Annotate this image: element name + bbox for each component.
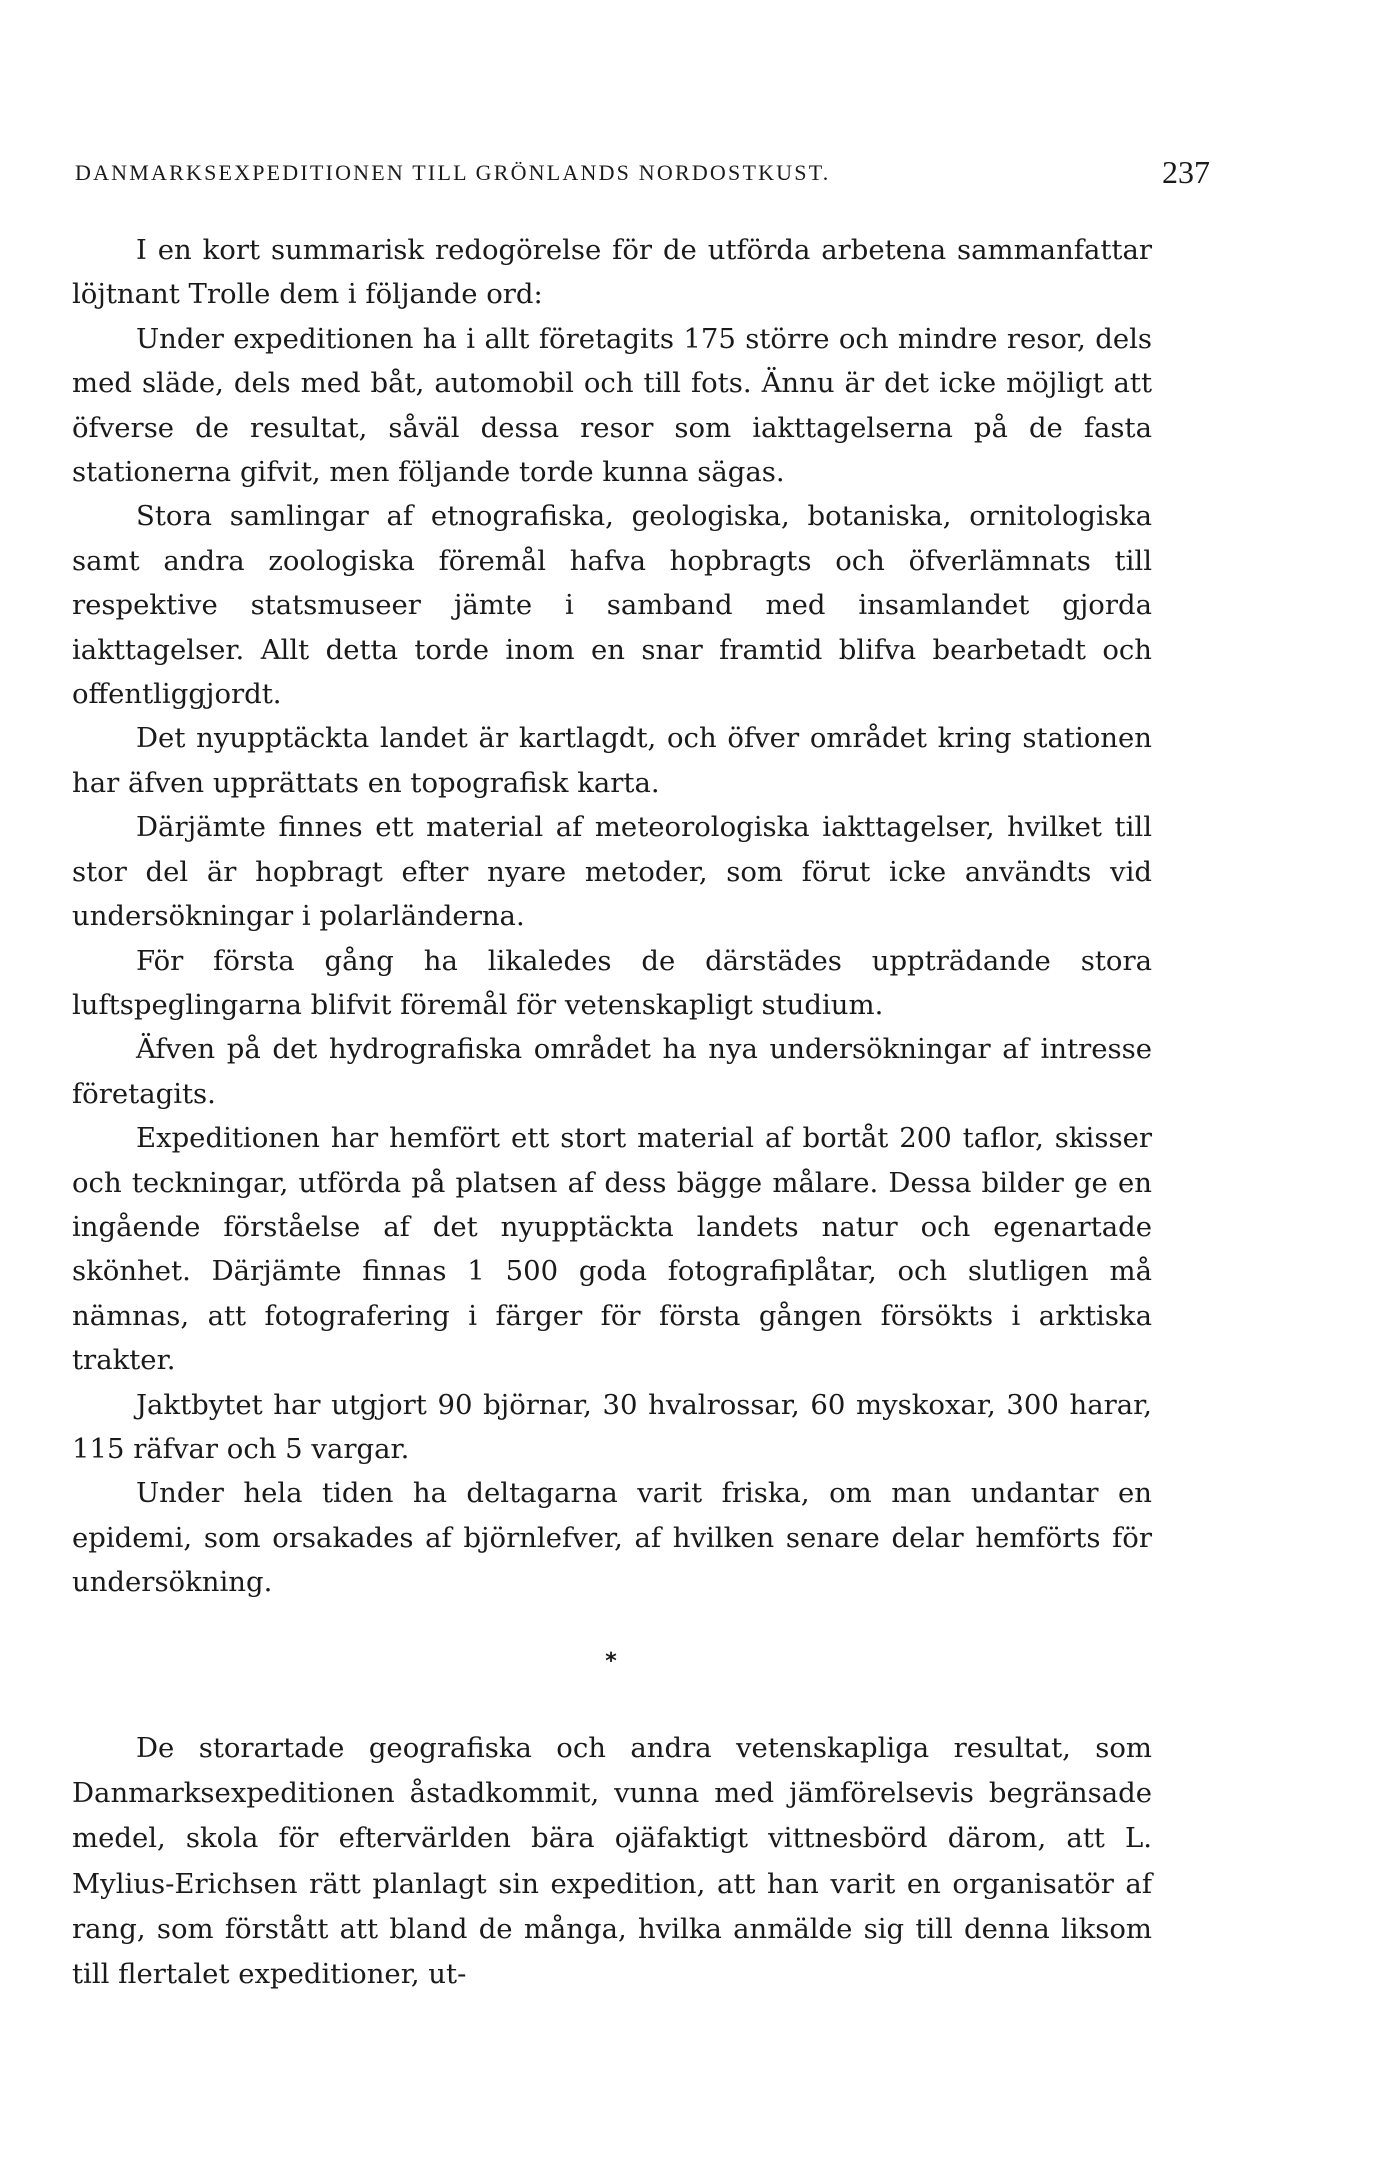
paragraph: Det nyupptäckta landet är kartlagdt, och öfver området kring stationen har äfven upprättats en topografisk karta. [72,722,1152,799]
body-text [72,228,1152,1605]
paragraph: Expeditionen har hemfört ett stort material af bortåt 200 taflor, skisser och teckningar, utförda på platsen af dess bägge målare. Dessa bilder ge en ingående förståelse af det nyupptäckta landets natur och egenartade skönhet. Därjämte finnas 1 500 goda fotografiplåtar, och slutligen må nämnas, att fotografering i färger för första gången försökts i arktiska trakter. [72,1122,1152,1377]
paragraph: Under hela tiden ha deltagarna varit friska, om man undantar en epidemi, som orsakades af björnlefver, af hvilken senare delar hemförts för undersökning. [72,1477,1152,1599]
paragraph: För första gång ha likaledes de därstädes uppträdande stora luftspeglingarna blifvit föremål för vetenskapligt studium. [72,944,1152,1021]
section-separator: * [605,1649,617,1674]
paragraph: Därjämte finnes ett material af meteorologiska iakttagelser, hvilket till stor del är hopbragt efter nyare metoder, som förut icke användts vid undersökningar i polarländerna. [72,811,1152,933]
page-number: 237 [1162,154,1210,190]
running-head: DANMARKSEXPEDITIONEN TILL GRÖNLANDS NORDOSTKUST. [75,160,831,185]
paragraph: Under expeditionen ha i allt företagits 175 större och mindre resor, dels med släde, dels med båt, automobil och till fots. Ännu är det icke möjligt att öfverse de resultat, såväl dessa resor som iakttagelserna på de fasta stationerna gifvit, men följande torde kunna sägas. [72,322,1152,489]
paragraph: I en kort summarisk redogörelse för de utförda arbetena sammanfattar löjtnant Trolle dem i följande ord: [72,234,1152,311]
closing-paragraph: De storartade geografiska och andra vetenskapliga resultat, som Danmarksexpeditionen åstadkommit, vunna med jämförelsevis begränsade medel, skola för eftervärlden bära ojäfaktigt vittnesbörd därom, att L. Mylius-Erichsen rätt planlagt sin expedition, att han varit en organisatör af rang, som förstått att bland de många, hvilka anmälde sig till denna liksom till flertalet expeditioner, ut- [72,1732,1152,1991]
paragraph: Stora samlingar af etnografiska, geologiska, botaniska, ornitologiska samt andra zoologiska föremål hafva hopbragts och öfverlämnats till respektive statsmuseer jämte i samband med insamlandet gjorda iakttagelser. Allt detta torde inom en snar framtid blifva bearbetadt och offentliggjordt. [72,500,1152,711]
paragraph: Äfven på det hydrografiska området ha nya undersökningar af intresse företagits. [72,1033,1152,1110]
page-header [75,154,1210,194]
closing-section [72,1726,1152,1997]
paragraph: Jaktbytet har utgjort 90 björnar, 30 hvalrossar, 60 myskoxar, 300 harar, 115 räfvar och 5 vargar. [72,1388,1152,1465]
